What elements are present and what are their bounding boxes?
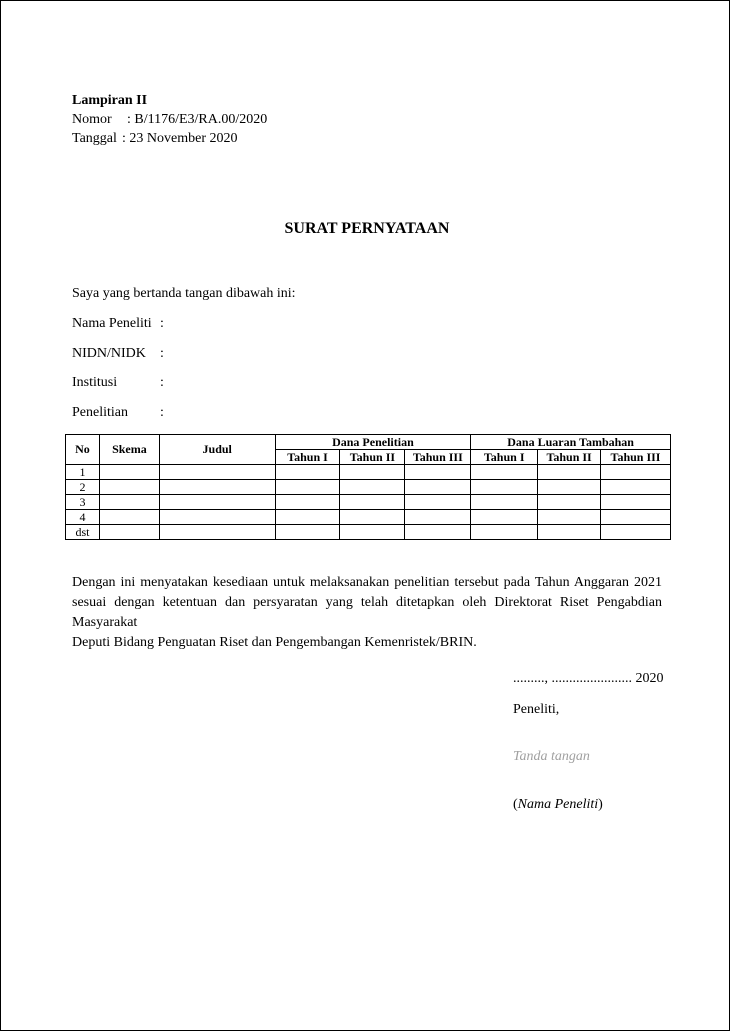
table-cell (471, 465, 538, 480)
field-label: NIDN/NIDK (72, 346, 146, 361)
statement-line: sesuai dengan ketentuan dan persyaratan yang telah ditetapkan oleh Direktorat Riset Pengabdian Masyarakat (72, 595, 662, 630)
table-cell (275, 510, 340, 525)
statement-line: Dengan ini menyatakan kesediaan untuk melaksanakan penelitian tersebut pada Tahun Anggaran 2021 (72, 575, 662, 590)
name-paren-open: ( (513, 797, 518, 812)
tanggal-label: Tanggal (72, 131, 117, 146)
table-cell (340, 480, 405, 495)
subheader-tahun: Tahun I (275, 450, 340, 465)
table-cell (99, 525, 159, 540)
header-dana-penelitian: Dana Penelitian (275, 435, 471, 450)
signature-placeholder: Tanda tangan (513, 749, 590, 764)
table-row (66, 480, 671, 495)
table-cell (159, 465, 275, 480)
tanggal-line (72, 130, 237, 148)
table-cell (538, 495, 601, 510)
table-row (66, 465, 671, 480)
lampiran-label: Lampiran II (72, 93, 148, 108)
table-row (66, 510, 671, 525)
table-cell (340, 495, 405, 510)
table-cell (405, 525, 471, 540)
table-cell (340, 510, 405, 525)
field-colon: : (160, 346, 164, 361)
table-cell (471, 495, 538, 510)
table-row (66, 525, 671, 540)
table-cell (538, 480, 601, 495)
table-cell (275, 465, 340, 480)
table-cell (601, 465, 671, 480)
table-cell (471, 525, 538, 540)
nomor-label: Nomor (72, 112, 112, 127)
table-cell (340, 465, 405, 480)
table-cell (405, 480, 471, 495)
field-label: Penelitian (72, 405, 128, 420)
table-cell (538, 465, 601, 480)
table-cell (99, 510, 159, 525)
table-cell (275, 480, 340, 495)
table-cell (601, 510, 671, 525)
table-cell (471, 510, 538, 525)
row-number: dst (66, 525, 100, 540)
tanggal-value: : 23 November 2020 (122, 131, 238, 146)
table-cell (601, 480, 671, 495)
row-number: 3 (66, 495, 100, 510)
field-penelitian (72, 404, 272, 422)
row-number: 4 (66, 510, 100, 525)
nomor-value: : B/1176/E3/RA.00/2020 (127, 112, 268, 127)
signer-role: Peneliti, (513, 702, 560, 717)
header-dana-luaran: Dana Luaran Tambahan (471, 435, 671, 450)
field-label: Institusi (72, 375, 118, 390)
signer-name-line (513, 796, 603, 814)
table-cell (405, 510, 471, 525)
table-cell (601, 525, 671, 540)
table-cell (99, 495, 159, 510)
row-number: 2 (66, 480, 100, 495)
document-title: SURAT PERNYATAAN (284, 220, 450, 237)
statement-paragraph (72, 573, 662, 653)
subheader-tahun: Tahun III (405, 450, 471, 465)
field-colon: : (160, 375, 164, 390)
table-cell (159, 525, 275, 540)
table-cell (340, 525, 405, 540)
table-cell (99, 480, 159, 495)
table-cell (538, 525, 601, 540)
header-no: No (66, 435, 100, 465)
table-cell (471, 480, 538, 495)
header-judul: Judul (159, 435, 275, 465)
field-colon: : (160, 316, 164, 331)
table-cell (405, 465, 471, 480)
intro-text: Saya yang bertanda tangan dibawah ini: (72, 286, 296, 301)
table-cell (601, 495, 671, 510)
field-colon: : (160, 405, 164, 420)
table-cell (405, 495, 471, 510)
table-cell (99, 465, 159, 480)
table-cell (159, 495, 275, 510)
subheader-tahun: Tahun II (340, 450, 405, 465)
field-nidn (72, 345, 272, 363)
subheader-tahun: Tahun III (601, 450, 671, 465)
field-label: Nama Peneliti (72, 316, 152, 331)
table-cell (275, 525, 340, 540)
table-cell (159, 480, 275, 495)
subheader-tahun: Tahun I (471, 450, 538, 465)
signer-name: Nama Peneliti (517, 797, 599, 812)
table-cell (159, 510, 275, 525)
table-row (66, 495, 671, 510)
name-paren-close: ) (598, 797, 603, 812)
table-cell (538, 510, 601, 525)
statement-line: Deputi Bidang Penguatan Riset dan Pengembangan Kemenristek/BRIN. (72, 635, 477, 650)
place-date-line: ........., ....................... 2020 (513, 671, 664, 686)
field-institusi (72, 374, 272, 392)
subheader-tahun: Tahun II (538, 450, 601, 465)
research-table (65, 434, 671, 540)
nomor-line (72, 111, 267, 129)
row-number: 1 (66, 465, 100, 480)
field-nama-peneliti (72, 315, 272, 333)
header-skema: Skema (99, 435, 159, 465)
table-cell (275, 495, 340, 510)
